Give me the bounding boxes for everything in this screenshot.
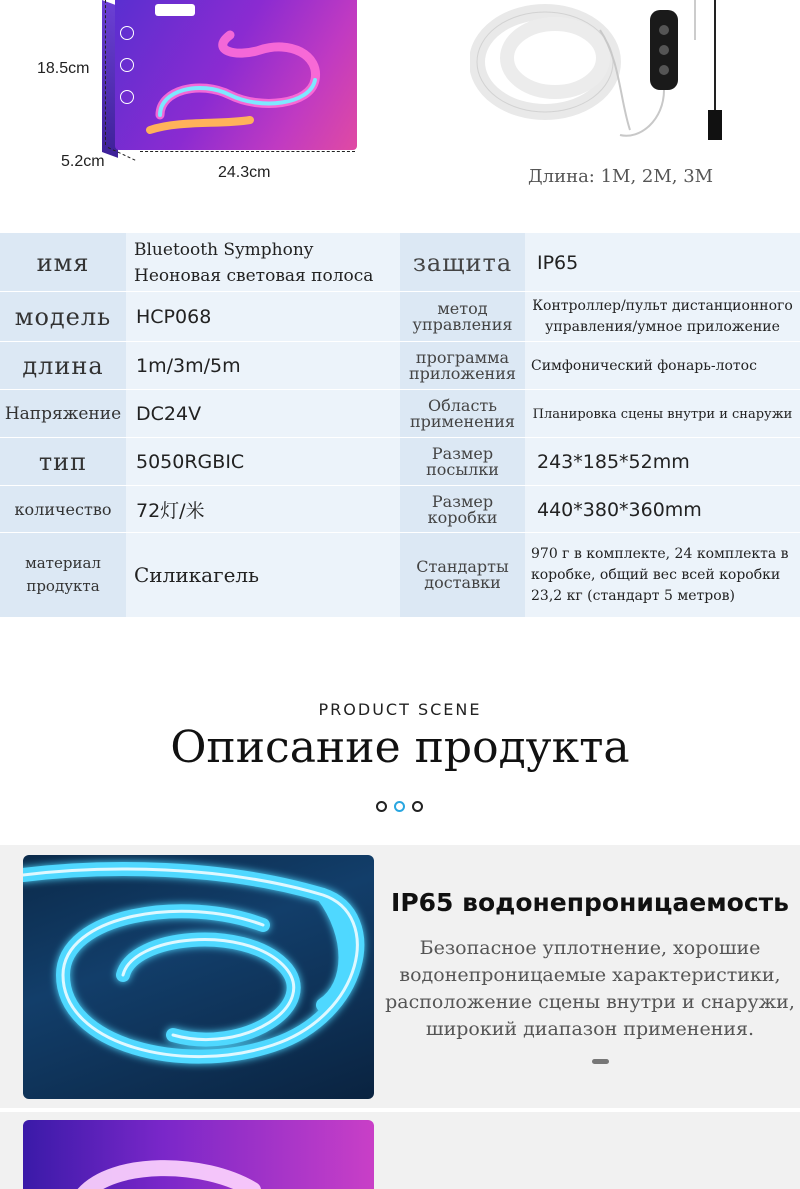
spec-key: длина <box>0 342 126 390</box>
table-row <box>0 389 800 438</box>
feature-title: IP65 водонепроницаемость <box>391 888 789 917</box>
neon-pink-image <box>23 1120 374 1189</box>
feature-divider <box>592 1059 609 1064</box>
width-label: 24.3cm <box>218 164 271 181</box>
carousel-dot[interactable] <box>412 801 423 812</box>
table-row <box>0 485 800 533</box>
spec-key: Напряжение <box>0 390 126 438</box>
spec-key: модель <box>0 292 126 342</box>
width-dimension-line <box>140 151 355 152</box>
spec-key: тип <box>0 438 126 486</box>
spec-key: Стандарты доставки <box>400 533 525 617</box>
table-row <box>0 291 800 342</box>
spec-value: 243*185*52mm <box>525 438 800 486</box>
product-dimensions-section <box>0 0 800 232</box>
section-title: Описание продукта <box>170 722 630 773</box>
height-dimension-line <box>105 0 106 145</box>
carousel-dots[interactable] <box>376 797 436 809</box>
spec-key: материал продукта <box>0 533 126 617</box>
spec-key: метод управления <box>400 292 525 342</box>
spec-value: Bluetooth Symphony Неоновая световая полоса <box>126 233 400 292</box>
spec-value: Контроллер/пульт дистанционного управления/умное приложение <box>525 292 800 342</box>
carousel-dot[interactable] <box>376 801 387 812</box>
spec-key: Размер посылки <box>400 438 525 486</box>
spec-key: программа приложения <box>400 342 525 390</box>
table-row <box>0 232 800 292</box>
spec-value: HCP068 <box>126 292 400 342</box>
carousel-dot-active[interactable] <box>394 801 405 812</box>
feature-description: Безопасное уплотнение, хорошие водонепроницаемые характеристики, расположение сцены внутри и снаружи, широкий диапазон применения. <box>385 937 795 1040</box>
spec-key: количество <box>0 486 126 533</box>
spec-value: Симфонический фонарь-лотос <box>525 342 800 390</box>
neon-strip-illustration <box>140 20 340 145</box>
spec-key: Область применения <box>400 390 525 438</box>
package-icon <box>120 58 134 72</box>
spec-value: 72灯/米 <box>126 486 400 533</box>
spec-value: DC24V <box>126 390 400 438</box>
section-label: PRODUCT SCENE <box>318 700 482 719</box>
spec-value: 1m/3m/5m <box>126 342 400 390</box>
spec-value: IP65 <box>525 233 800 292</box>
package-icons <box>120 26 134 122</box>
neon-coil-image <box>23 855 374 1099</box>
spec-value: 5050RGBIC <box>126 438 400 486</box>
package-brand-badge <box>155 4 195 16</box>
spec-key: защита <box>400 233 525 292</box>
spec-key: Размер коробки <box>400 486 525 533</box>
depth-label: 5.2cm <box>61 153 105 170</box>
package-icon <box>120 90 134 104</box>
spec-value: 440*380*360mm <box>525 486 800 533</box>
table-row <box>0 341 800 390</box>
waterproof-photo <box>23 855 374 1099</box>
height-label: 18.5cm <box>37 60 90 77</box>
table-row <box>0 532 800 617</box>
spec-value: 970 г в комплекте, 24 комплекта в коробке, общий вес всей коробки 23,2 кг (стандарт 5 метров) <box>525 533 800 617</box>
spec-value: Планировка сцены внутри и снаружи <box>525 390 800 438</box>
coiled-strip-illustration <box>470 0 760 150</box>
table-row <box>0 437 800 486</box>
length-options-label: Длина: 1M, 2M, 3M <box>528 166 714 187</box>
spec-value: Силикагель <box>126 533 400 617</box>
package-icon <box>120 26 134 40</box>
spec-key: имя <box>0 233 126 292</box>
next-feature-photo <box>23 1120 374 1189</box>
